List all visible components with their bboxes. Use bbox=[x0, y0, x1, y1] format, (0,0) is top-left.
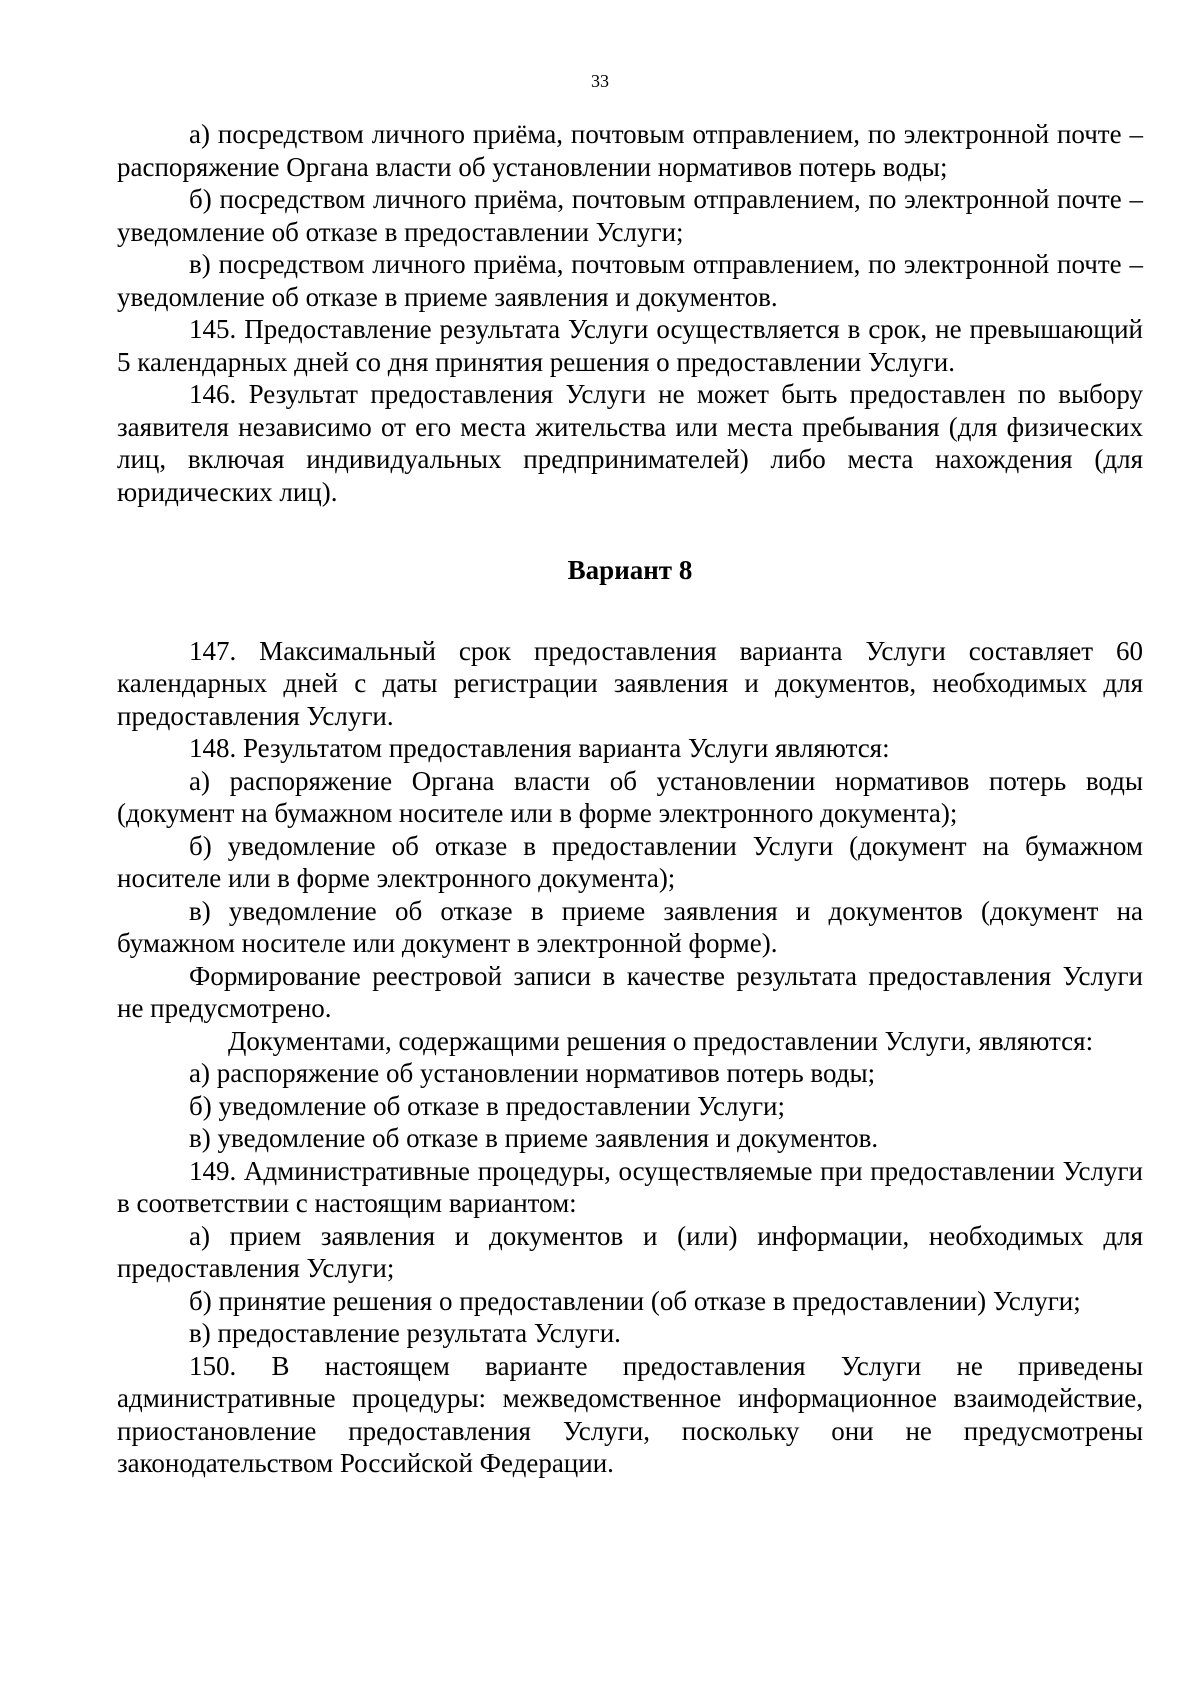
paragraph: а) распоряжение Органа власти об установлении нормативов потерь воды (документ на бумажном носителе или в форме электронного документа); bbox=[117, 765, 1143, 828]
paragraph: 149. Административные процедуры, осуществляемые при предоставлении Услуги в соответствии с настоящим вариантом: bbox=[117, 1155, 1143, 1218]
paragraph: в) уведомление об отказе в приеме заявления и документов. bbox=[189, 1123, 879, 1153]
paragraph: Документами, содержащими решения о предоставлении Услуги, являются: bbox=[228, 1025, 1094, 1056]
page-number: 33 bbox=[591, 71, 609, 91]
paragraph: в) предоставление результата Услуги. bbox=[189, 1318, 621, 1348]
paragraph: в) уведомление об отказе в приеме заявления и документов (документ на бумажном носителе или документ в электронной форме). bbox=[117, 895, 1143, 958]
paragraph: а) распоряжение об установлении нормативов потерь воды; bbox=[189, 1058, 876, 1088]
paragraph: в) посредством личного приёма, почтовым отправлением, по электронной почте – уведомление об отказе в приеме заявления и документов. bbox=[117, 249, 1143, 312]
paragraph: б) посредством личного приёма, почтовым отправлением, по электронной почте – уведомление об отказе в предоставлении Услуги; bbox=[117, 184, 1143, 247]
paragraph: 150. В настоящем варианте предоставления Услуги не приведены административные процедуры: межведомственное информационное взаимодействие, приостановление предоставления Услуги, поскольку они не предусмотрены законодательством Российской Федерации. bbox=[117, 1350, 1143, 1478]
paragraph: 148. Результатом предоставления варианта Услуги являются: bbox=[189, 733, 890, 763]
paragraph: 146. Результат предоставления Услуги не может быть предоставлен по выбору заявителя независимо от его места жительства или места пребывания (для физических лиц, включая индивидуальных предпринимателей) либо места нахождения (для юридических лиц). bbox=[117, 379, 1143, 507]
paragraph: а) прием заявления и документов и (или) информации, необходимых для предоставления Услуги; bbox=[117, 1220, 1143, 1283]
paragraph: 147. Максимальный срок предоставления варианта Услуги составляет 60 календарных дней с даты регистрации заявления и документов, необходимых для предоставления Услуги. bbox=[117, 635, 1143, 731]
paragraph: Формирование реестровой записи в качестве результата предоставления Услуги не предусмотрено. bbox=[117, 960, 1143, 1023]
section-heading: Вариант 8 bbox=[567, 555, 693, 585]
paragraph: а) посредством личного приёма, почтовым отправлением, по электронной почте – распоряжение Органа власти об установлении нормативов потерь воды; bbox=[117, 119, 1143, 182]
document-body bbox=[117, 118, 1143, 1480]
paragraph: б) принятие решения о предоставлении (об отказе в предоставлении) Услуги; bbox=[189, 1285, 1081, 1316]
paragraph: 145. Предоставление результата Услуги осуществляется в срок, не превышающий 5 календарных дней со дня принятия решения о предоставлении Услуги. bbox=[117, 314, 1143, 377]
paragraph: б) уведомление об отказе в предоставлении Услуги; bbox=[189, 1090, 786, 1121]
paragraph: б) уведомление об отказе в предоставлении Услуги (документ на бумажном носителе или в форме электронного документа); bbox=[117, 830, 1143, 893]
